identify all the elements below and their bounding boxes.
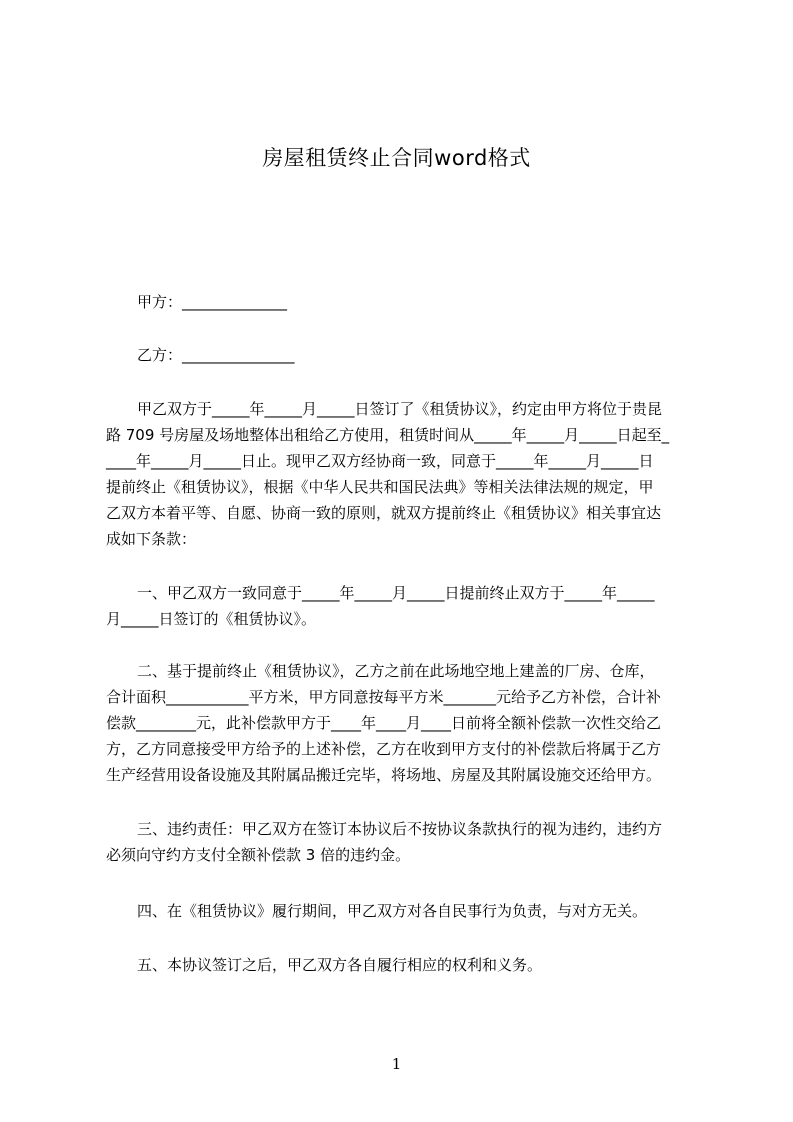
preamble-line: ____年_____月_____日止。现甲乙双方经协商一致，同意于_____年_____月_____日: [106, 452, 654, 470]
preamble-line: 甲乙双方于_____年_____月_____日签订了《租赁协议》，约定由甲方将位于贵昆: [137, 400, 663, 418]
clause-3-line: 三、违约责任：甲乙双方在签订本协议后不按协议条款执行的视为违约，违约方: [137, 820, 663, 838]
party-b-line: 乙方：_______________: [137, 346, 295, 364]
clause-2-line: 合计面积___________平方米，甲方同意按每平方米_______元给予乙方补偿，合计补: [106, 688, 662, 706]
preamble-line: 路 709 号房屋及场地整体出租给乙方使用，租赁时间从_____年_____月_____日起至_: [106, 426, 670, 444]
clause-1-line: 一、甲乙双方一致同意于_____年_____月_____日提前终止双方于_____年_____: [137, 584, 655, 602]
preamble-line: 乙双方本着平等、自愿、协商一致的原则，就双方提前终止《租赁协议》相关事宜达: [106, 504, 662, 522]
preamble-line: 提前终止《租赁协议》，根据《中华人民共和国民法典》等相关法律法规的规定，甲: [106, 478, 654, 496]
document-title: 房屋租赁终止合同word格式: [262, 146, 531, 170]
clause-2-line: 方，乙方同意接受甲方给予的上述补偿，乙方在收到甲方支付的补偿款后将属于乙方: [106, 740, 662, 758]
clause-2-line: 生产经营用设备设施及其附属品搬迁完毕，将场地、房屋及其附属设施交还给甲方。: [106, 766, 662, 784]
preamble-line: 成如下条款：: [106, 530, 197, 548]
clause-3-line: 必须向守约方支付全额补偿款 3 倍的违约金。: [106, 846, 411, 864]
clause-4-line: 四、在《租赁协议》履行期间，甲乙双方对各自民事行为负责，与对方无关。: [137, 902, 648, 920]
party-a-line: 甲方：______________: [137, 293, 288, 311]
clause-2-line: 二、基于提前终止《租赁协议》，乙方之前在此场地空地上建盖的厂房、仓库，: [137, 662, 655, 680]
page-number: 1: [391, 1055, 402, 1073]
clause-5-line: 五、本协议签订之后，甲乙双方各自履行相应的权利和义务。: [137, 956, 543, 974]
clause-1-line: 月_____日签订的《租赁协议》。: [106, 610, 317, 628]
clause-2-line: 偿款________元，此补偿款甲方于____年____月____日前将全额补偿款一次性交给乙: [106, 714, 662, 732]
